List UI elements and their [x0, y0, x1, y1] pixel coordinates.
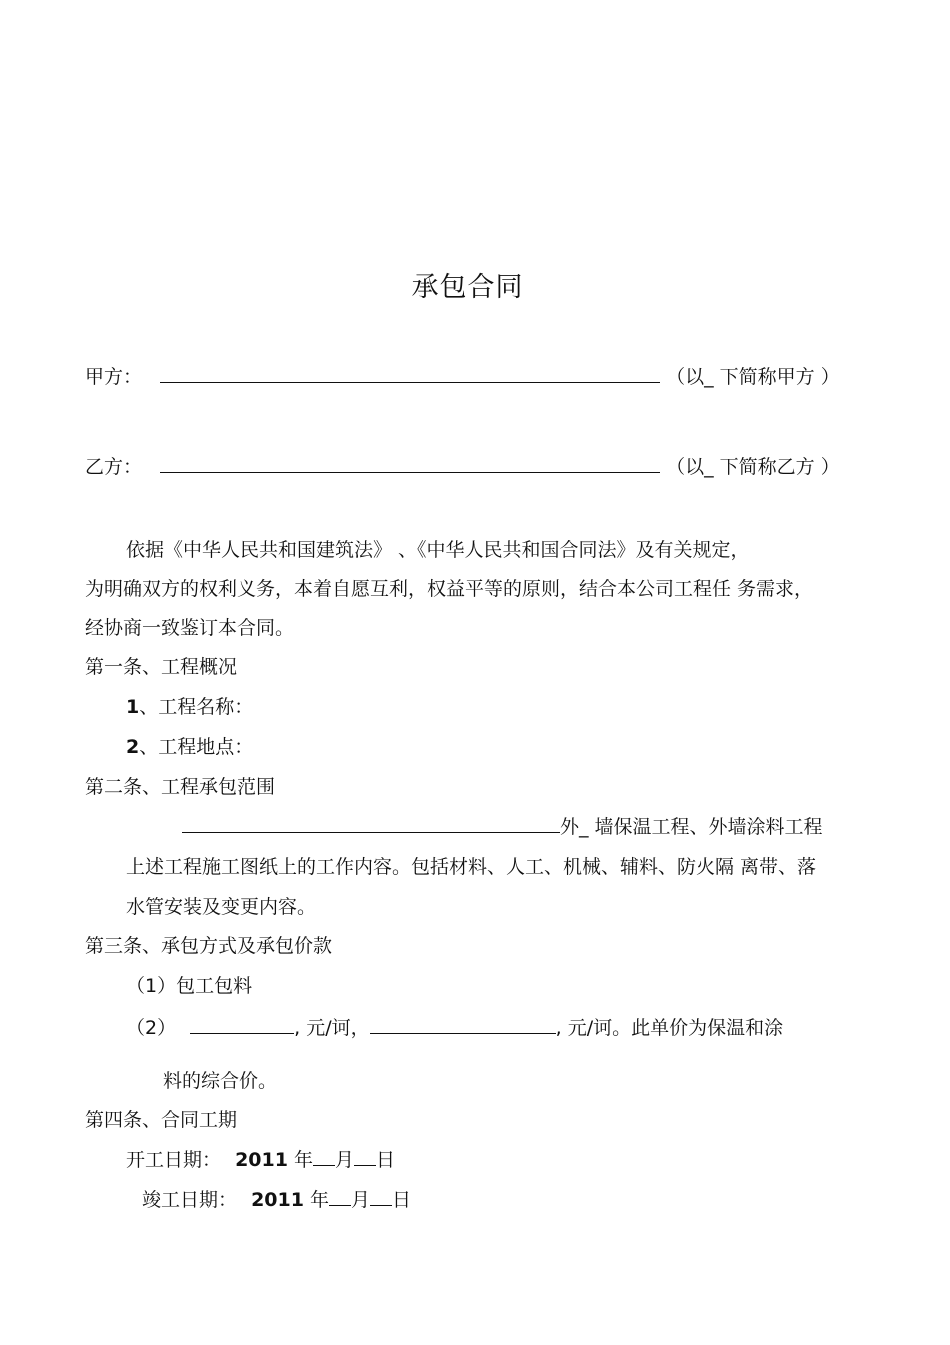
party-b-note: （以_ 下简称乙方 ）	[666, 456, 840, 478]
unit-price-blank-1[interactable]	[190, 1032, 294, 1034]
start-month-blank[interactable]	[313, 1164, 335, 1166]
article-1-heading: 第一条、工程概况	[85, 656, 238, 678]
project-location-row	[126, 738, 253, 757]
unit-price-tail: , 元/诃。此单价为保温和涂	[555, 1017, 784, 1039]
day-unit: 日	[376, 1149, 396, 1171]
contract-price-cont: 料的综合价。	[163, 1070, 278, 1092]
month-unit: 月	[351, 1189, 371, 1211]
end-date-row	[142, 1191, 411, 1210]
year-unit: 年	[303, 1189, 329, 1211]
unit-price-mid: , 元/诃，	[294, 1017, 370, 1039]
article-3-heading: 第三条、承包方式及承包价款	[85, 935, 333, 957]
contract-price-row	[126, 1019, 783, 1038]
scope-blank[interactable]	[182, 831, 560, 833]
start-date-row	[126, 1151, 395, 1170]
scope-text: 外_ 墙保温工程、外墙涂料工程	[560, 816, 823, 838]
day-unit: 日	[392, 1189, 412, 1211]
party-b-blank[interactable]	[160, 471, 660, 473]
item-number: 1	[126, 696, 140, 718]
item-number: （2）	[126, 1017, 177, 1039]
preamble-line-2: 为明确双方的权利义务，本着自愿互利，权益平等的原则，结合本公司工程任 务需求，	[85, 578, 814, 600]
end-date-label: 竣工日期：	[142, 1189, 238, 1211]
party-a-note: （以_ 下简称甲方 ）	[666, 366, 840, 388]
party-a-blank[interactable]	[160, 381, 660, 383]
end-month-blank[interactable]	[329, 1204, 351, 1206]
party-a-row	[85, 368, 840, 387]
article-4-heading: 第四条、合同工期	[85, 1109, 238, 1131]
start-date-label: 开工日期：	[126, 1149, 222, 1171]
project-name-row	[126, 698, 253, 717]
project-location-label: 、工程地点：	[139, 736, 254, 758]
preamble-line-1: 依据《中华人民共和国建筑法》 、《中华人民共和国合同法》及有关规定，	[126, 539, 750, 561]
scope-line-3: 水管安装及变更内容。	[126, 896, 317, 918]
party-a-label: 甲方：	[85, 366, 143, 388]
party-b-label: 乙方：	[85, 456, 143, 478]
document-title: 承包合同	[411, 272, 524, 303]
project-name-label: 、工程名称：	[139, 696, 254, 718]
preamble-line-3: 经协商一致鉴订本合同。	[85, 617, 295, 639]
article-2-heading: 第二条、工程承包范围	[85, 776, 276, 798]
party-b-row	[85, 458, 840, 477]
end-day-blank[interactable]	[370, 1204, 392, 1206]
contract-method-item-1: （1）包工包料	[126, 975, 253, 997]
month-unit: 月	[335, 1149, 355, 1171]
scope-line-2: 上述工程施工图纸上的工作内容。包括材料、人工、机械、辅料、防火隔 离带、落	[126, 856, 817, 878]
scope-row	[182, 818, 823, 837]
item-number: 2	[126, 736, 140, 758]
end-year: 2011	[251, 1189, 304, 1211]
unit-price-blank-2[interactable]	[370, 1032, 556, 1034]
start-day-blank[interactable]	[354, 1164, 376, 1166]
start-year: 2011	[235, 1149, 288, 1171]
year-unit: 年	[287, 1149, 313, 1171]
